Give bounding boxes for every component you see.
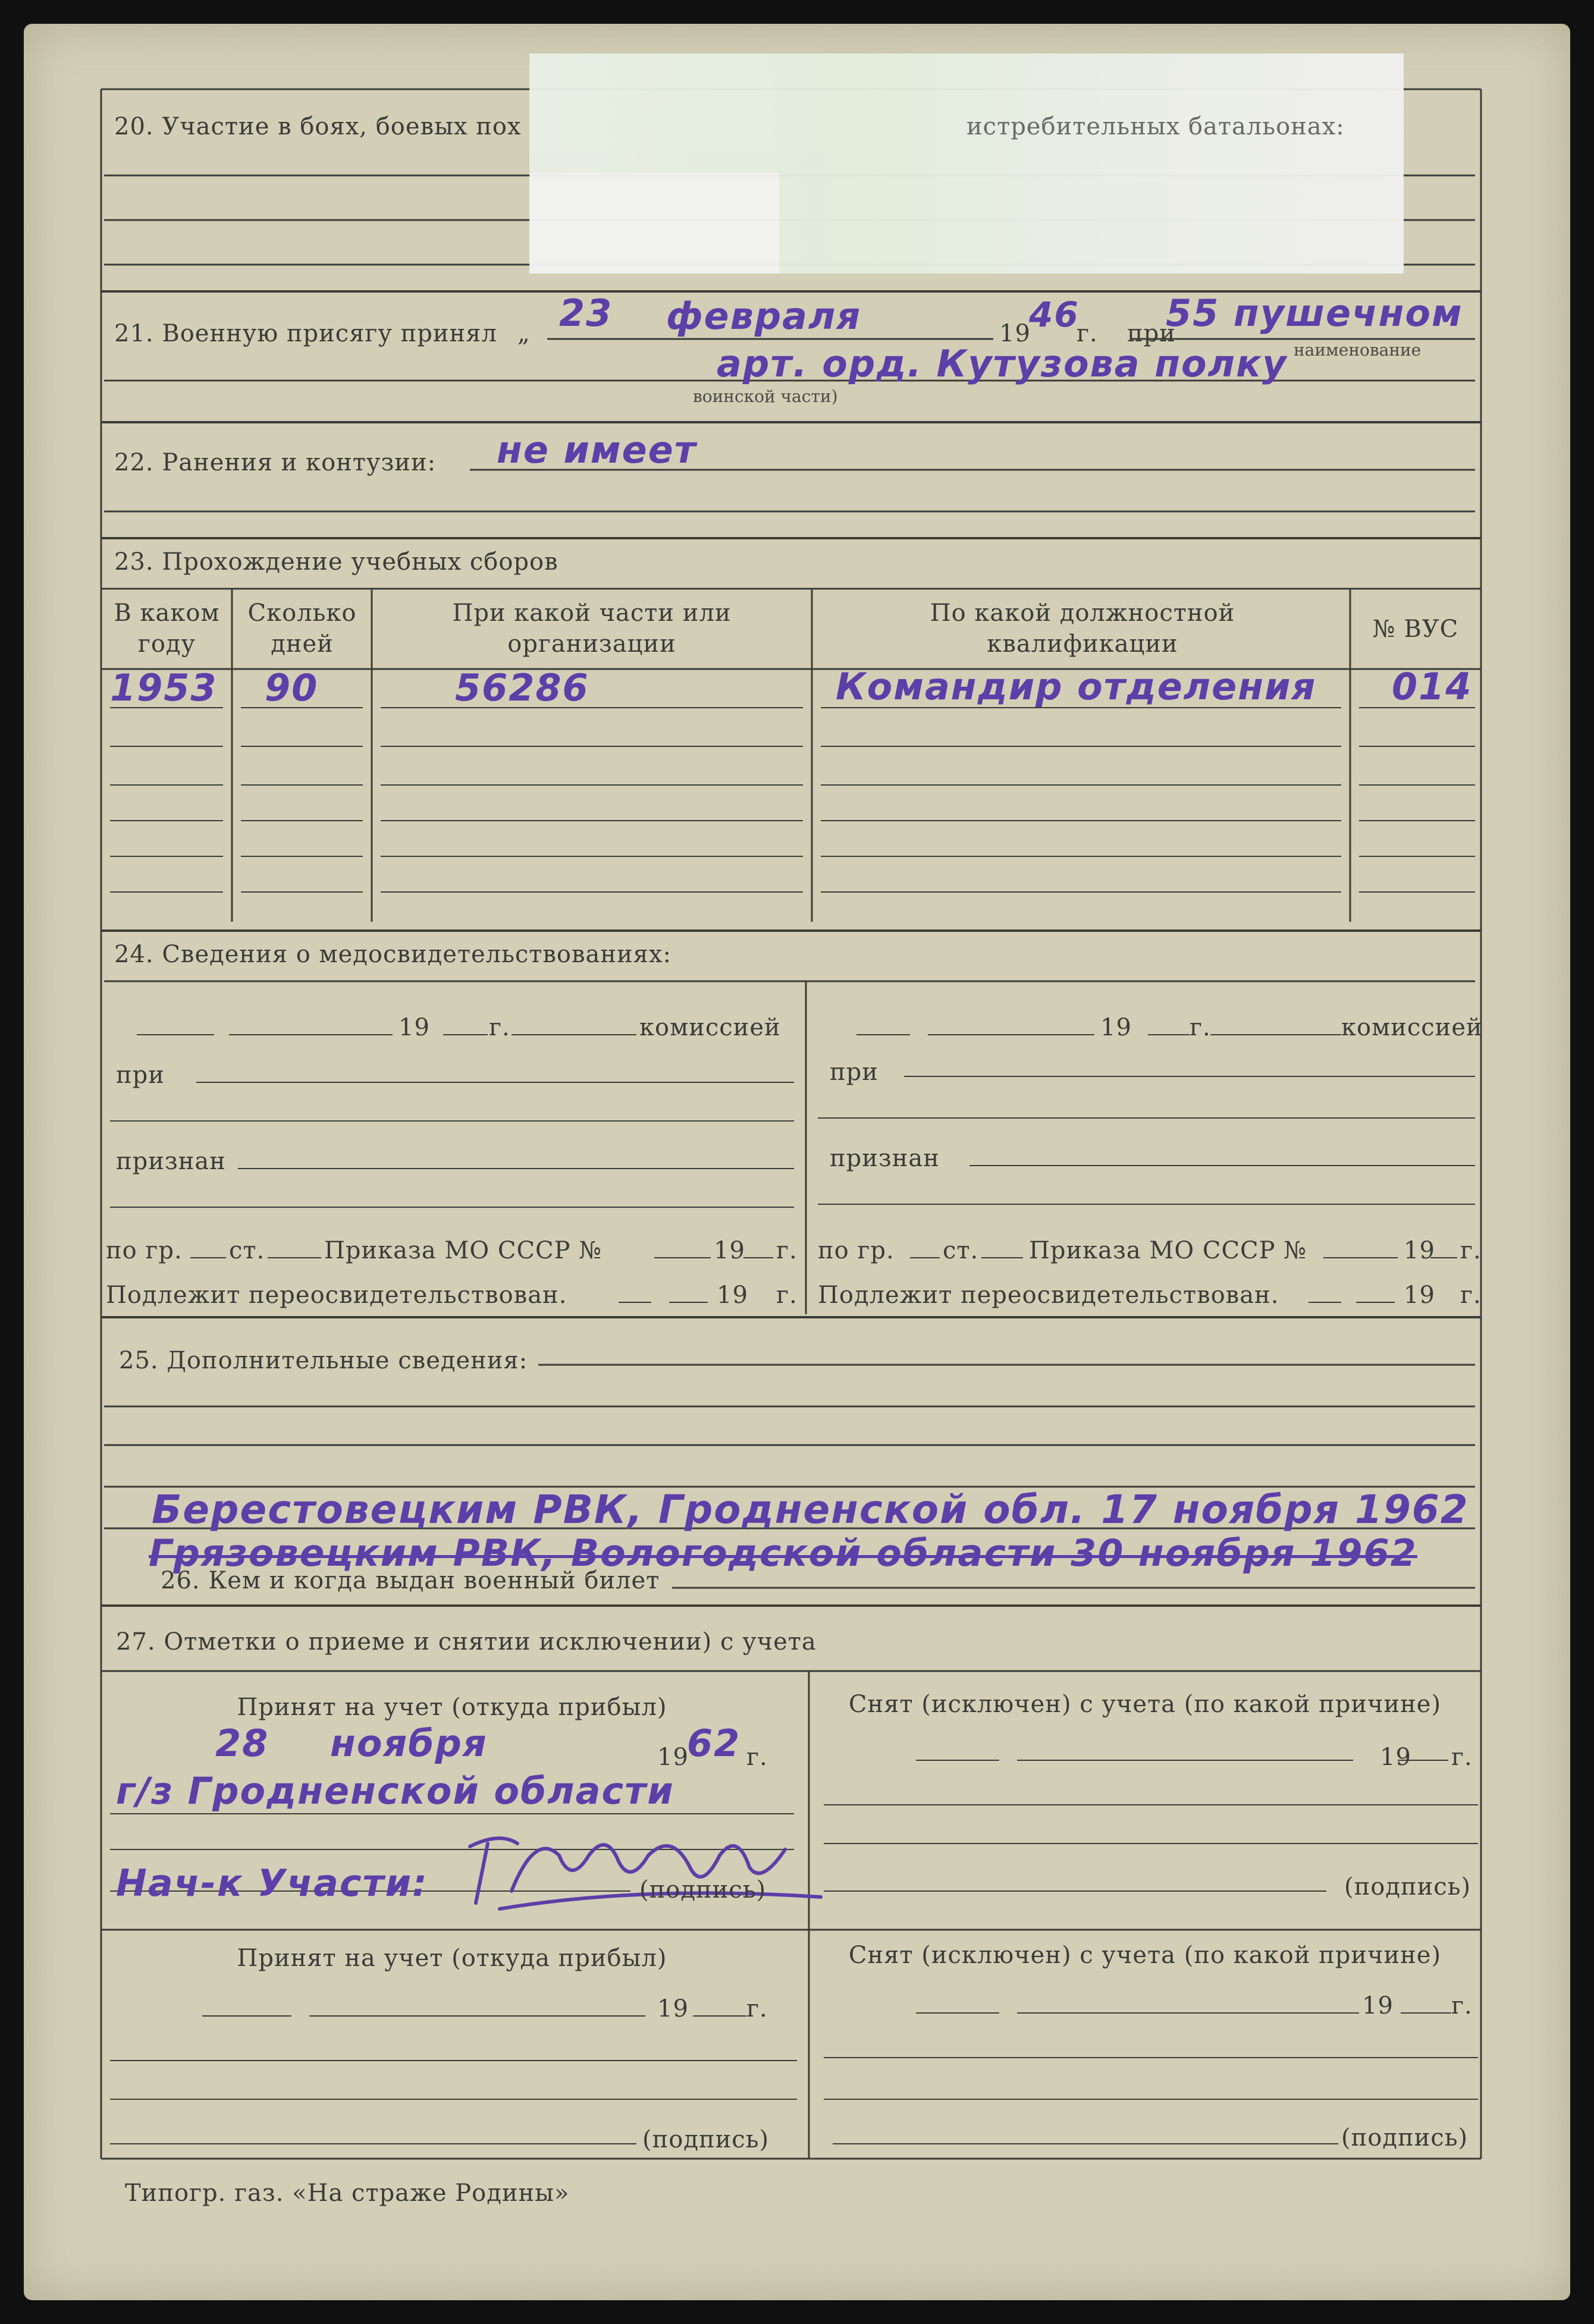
section-26-label: 26. Кем и когда выдан военный билет	[161, 1567, 660, 1594]
accepted-g-2: г.	[746, 1995, 768, 2022]
section-22-label: 22. Ранения и контузии:	[114, 449, 437, 476]
col-qualification-header: По какой должностной квалификации	[930, 599, 1235, 658]
med-right-commission: комиссией	[1341, 1014, 1483, 1041]
accepted-header-1: Принят на учет (откуда прибыл)	[237, 1694, 667, 1721]
oath-unit-line-2: арт. орд. Кутузова полку	[717, 342, 1288, 385]
oath-day: 23	[559, 291, 613, 335]
id-issued-by-struck: Грязовецким РВК, Вологодской области 30 ноября 1962	[149, 1531, 1417, 1575]
section-21-label: 21. Военную присягу принял	[114, 320, 497, 347]
med-left-order: Приказа МО СССР №	[324, 1237, 603, 1264]
section-27-label: 27. Отметки о приеме и снятии исключении) с учета	[116, 1628, 817, 1656]
section-20-label: 20. Участие в боях, боевых пох	[114, 113, 522, 140]
training-days: 90	[265, 666, 319, 709]
accepted-day: 28	[215, 1722, 269, 1765]
med-left-commission: комиссией	[639, 1014, 781, 1041]
accepted-podpis-1: (подпись)	[639, 1876, 767, 1904]
med-right-resurvey-19: 19	[1404, 1282, 1435, 1309]
removed-19-2: 19	[1362, 1992, 1394, 2020]
med-right-po-gr: по гр.	[818, 1237, 895, 1264]
oath-quote: „	[517, 320, 531, 347]
med-left-po-gr: по гр.	[106, 1237, 183, 1264]
med-right-pri: при	[830, 1059, 878, 1086]
med-right-order: Приказа МО СССР №	[1029, 1237, 1307, 1264]
accepted-month: ноября	[330, 1722, 488, 1765]
removed-header-2: Снят (исключен) с учета (по какой причине)	[848, 1942, 1442, 1969]
med-left-g: г.	[489, 1014, 510, 1041]
id-issued-by-current: Берестовецким РВК, Гродненской обл. 17 ноября 1962	[152, 1487, 1469, 1532]
med-left-resurvey-g: г.	[776, 1282, 798, 1309]
med-right-st: ст.	[943, 1237, 979, 1264]
removed-podpis-2: (подпись)	[1341, 2124, 1469, 2152]
printer-footer: Типогр. газ. «На страже Родины»	[125, 2179, 570, 2207]
col-year-header: В каком году	[114, 599, 220, 658]
removed-19-1: 19	[1380, 1744, 1411, 1771]
removed-g-2: г.	[1451, 1992, 1473, 2020]
col-unit-header: При какой части или организации	[452, 599, 732, 658]
oath-month: февраля	[666, 294, 862, 338]
section-20-tail: истребительных батальонах:	[967, 113, 1345, 140]
oath-g: г.	[1077, 320, 1098, 347]
oath-year-suffix: 46	[1029, 294, 1080, 335]
med-right-19: 19	[1100, 1014, 1132, 1041]
accepted-g: г.	[746, 1744, 768, 1771]
section-25-label: 25. Дополнительные сведения:	[119, 1347, 528, 1374]
accepted-podpis-2: (подпись)	[642, 2126, 770, 2153]
med-left-st: ст.	[229, 1237, 265, 1264]
wounds-value: не имеет	[497, 428, 697, 472]
removed-podpis-1: (подпись)	[1344, 1873, 1471, 1901]
training-vus: 014	[1392, 665, 1473, 708]
col-days-header: Сколько дней	[247, 599, 357, 658]
med-right-g: г.	[1190, 1014, 1211, 1041]
accepted-year-prefix: 19	[657, 1744, 689, 1771]
section-23-label: 23. Прохождение учебных сборов	[114, 548, 558, 576]
removed-g-1: г.	[1451, 1744, 1473, 1771]
med-left-resurvey: Подлежит переосвидетельствован.	[106, 1282, 567, 1309]
removed-header-1: Снят (исключен) с учета (по какой причине)	[848, 1691, 1442, 1718]
training-unit: 56286	[455, 666, 589, 709]
med-left-resurvey-19: 19	[717, 1282, 748, 1309]
accepted-place: г/з Гродненской области	[116, 1769, 674, 1813]
med-left-order-19: 19	[714, 1237, 745, 1264]
med-right-resurvey-g: г.	[1460, 1282, 1482, 1309]
training-year: 1953	[110, 666, 218, 709]
oath-pri: при	[1127, 320, 1176, 347]
med-right-order-19: 19	[1404, 1237, 1435, 1264]
section-24-label: 24. Сведения о медосвидетельствованиях:	[114, 941, 672, 968]
med-left-priznan: признан	[116, 1148, 226, 1175]
med-left-19: 19	[398, 1014, 430, 1041]
oath-year-prefix: 19	[999, 320, 1031, 347]
training-qualification: Командир отделения	[836, 665, 1317, 708]
caption-unit: воинской части)	[693, 387, 838, 406]
accepted-header-2: Принят на учет (откуда прибыл)	[237, 1945, 667, 1972]
chief-signature	[464, 1820, 833, 1921]
col-vus-header: № ВУС	[1372, 615, 1459, 643]
med-right-resurvey: Подлежит переосвидетельствован.	[818, 1282, 1279, 1309]
chief-label: Нач-к Участи:	[116, 1861, 428, 1905]
oath-unit-line-1: 55 пушечном	[1166, 291, 1463, 335]
med-left-order-g: г.	[776, 1237, 798, 1264]
med-left-pri: при	[116, 1061, 165, 1089]
med-right-order-g: г.	[1460, 1237, 1482, 1264]
med-right-priznan: признан	[830, 1145, 940, 1172]
caption-name: наименование	[1294, 340, 1422, 360]
adhesive-tape-patch	[529, 54, 1404, 274]
accepted-year-suffix: 62	[687, 1722, 741, 1765]
accepted-19-2: 19	[657, 1995, 689, 2022]
